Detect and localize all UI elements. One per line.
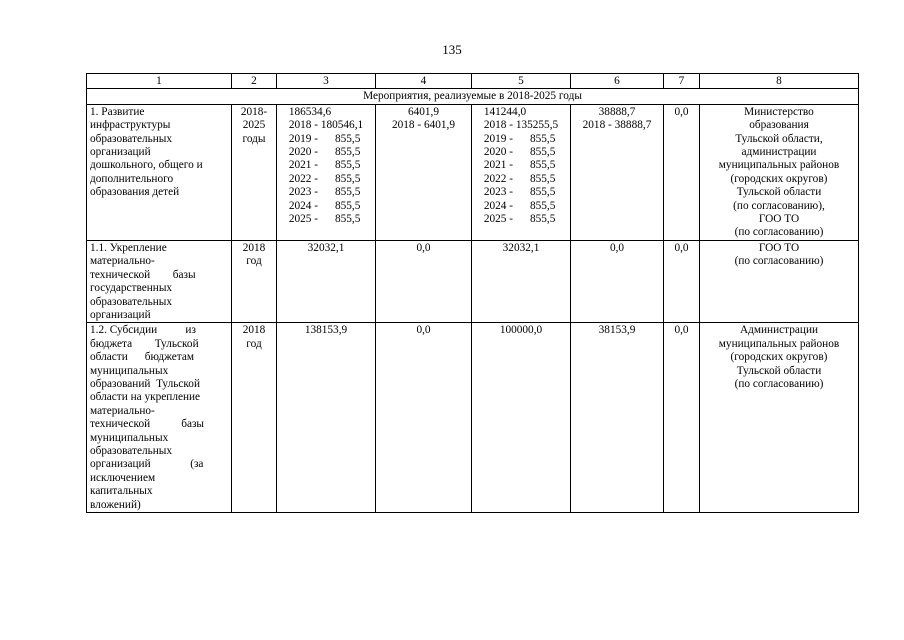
total-amount-line: 2022 - 855,5 — [288, 172, 361, 185]
measure-name-line: материально- — [90, 404, 155, 417]
executor-line: (по согласованию), — [733, 199, 825, 212]
executor-line: Министерство — [744, 105, 814, 118]
measure-name-line: бюджета Тульской — [90, 337, 199, 350]
regional-amount-line: 2023 - 855,5 — [483, 186, 556, 199]
executor — [700, 240, 859, 322]
regional-amount-line: 2018 - 135255,5 — [483, 119, 559, 132]
table-row — [87, 240, 859, 322]
header-cell: 2 — [232, 74, 277, 89]
federal-amount — [376, 104, 472, 240]
federal-amount-line: 2018 - 6401,9 — [391, 119, 456, 132]
municipal-amount — [571, 104, 664, 240]
regional-amount-line: 32032,1 — [502, 241, 540, 254]
measure-name-line: дошкольного, общего и — [90, 159, 203, 172]
period-line: 2018 — [242, 241, 266, 254]
total-amount-line: 2023 - 855,5 — [288, 186, 361, 199]
total-amount-line: 186534,6 — [288, 105, 332, 118]
measure-name-line: государственных — [90, 282, 173, 295]
measure-name-line: инфраструктуры — [90, 119, 171, 132]
executor-line: муниципальных районов — [718, 159, 840, 172]
executor-line: администрации — [741, 146, 817, 159]
period-line: 2018 — [242, 324, 266, 337]
executor-line: ГОО ТО — [758, 241, 800, 254]
total-amount — [277, 240, 376, 322]
measure-name-line: технической базы — [90, 418, 205, 431]
executor-line: образования — [749, 119, 809, 132]
total-amount — [277, 323, 376, 513]
period-line: 2018- — [240, 105, 268, 118]
measure-name-line: капитальных — [90, 485, 153, 498]
header-cell: 3 — [277, 74, 376, 89]
executor — [700, 323, 859, 513]
measure-name-line: образований Тульской — [90, 377, 200, 390]
municipal-amount-line: 0,0 — [609, 241, 625, 254]
measure-name-line: муниципальных — [90, 364, 169, 377]
measure-name-line: области бюджетам — [90, 351, 194, 364]
executor-line: (городских округов) — [730, 351, 828, 364]
executor-line: Тульской области — [736, 186, 822, 199]
measure-name-line: организаций (за — [90, 458, 204, 471]
executor-line: (по согласованию) — [734, 255, 824, 268]
executor-line: (городских округов) — [730, 172, 828, 185]
executor-line: (по согласованию) — [734, 377, 824, 390]
executor-line: Тульской области — [736, 364, 822, 377]
municipal-amount-line: 38153,9 — [598, 324, 636, 337]
total-amount-line: 2018 - 180546,1 — [288, 119, 364, 132]
regional-amount-line: 100000,0 — [499, 324, 543, 337]
header-cell: 5 — [472, 74, 571, 89]
executor-line: Тульской области, — [735, 132, 823, 145]
period-line: годы — [242, 132, 266, 145]
page-number: 135 — [442, 42, 462, 57]
regional-amount-line: 2021 - 855,5 — [483, 159, 556, 172]
other-amount: 0,0 — [664, 240, 700, 322]
federal-amount — [376, 323, 472, 513]
municipal-amount — [571, 240, 664, 322]
header-cell: 4 — [376, 74, 472, 89]
regional-amount-line: 2022 - 855,5 — [483, 172, 556, 185]
measure-name-line: области на укрепление — [90, 391, 201, 404]
total-amount-line: 32032,1 — [307, 241, 345, 254]
measure-name-line: образовательных — [90, 295, 173, 308]
regional-amount-line: 141244,0 — [483, 105, 527, 118]
total-amount-line: 2020 - 855,5 — [288, 146, 361, 159]
measure-name-line: 1.1. Укрепление — [90, 241, 167, 254]
header-cell: 7 — [664, 74, 700, 89]
period-line: 2025 — [242, 119, 266, 132]
other-amount: 0,0 — [664, 104, 700, 240]
period-line: год — [246, 255, 262, 268]
executor-line: ГОО ТО — [758, 213, 800, 226]
measure-name-line: вложений) — [90, 498, 141, 511]
total-amount-line: 2019 - 855,5 — [288, 132, 361, 145]
measure-name — [87, 240, 232, 322]
period — [232, 104, 277, 240]
period — [232, 240, 277, 322]
total-amount-line: 2024 - 855,5 — [288, 199, 361, 212]
period-line: год — [246, 337, 262, 350]
header-cell: 6 — [571, 74, 664, 89]
measure-name-line: организаций — [90, 308, 151, 321]
executor-line: Администрации — [739, 324, 819, 337]
section-row — [87, 89, 859, 104]
total-amount — [277, 104, 376, 240]
regional-amount-line: 2025 - 855,5 — [483, 213, 556, 226]
regional-amount-line: 2019 - 855,5 — [483, 132, 556, 145]
executor — [700, 104, 859, 240]
executor-line: (по согласованию) — [734, 226, 824, 239]
municipal-amount-line: 2018 - 38888,7 — [582, 119, 652, 132]
executor-line: муниципальных районов — [718, 337, 840, 350]
regional-amount — [472, 104, 571, 240]
regional-amount-line: 2024 - 855,5 — [483, 199, 556, 212]
regional-amount-line: 2020 - 855,5 — [483, 146, 556, 159]
municipal-amount — [571, 323, 664, 513]
other-amount: 0,0 — [664, 323, 700, 513]
header-cell: 1 — [87, 74, 232, 89]
measure-name-line: исключением — [90, 471, 156, 484]
table-row — [87, 323, 859, 513]
table-row — [87, 104, 859, 240]
federal-amount-line: 0,0 — [416, 241, 431, 254]
measure-name-line: муниципальных — [90, 431, 169, 444]
measure-name-line: образовательных — [90, 132, 173, 145]
measure-name — [87, 323, 232, 513]
federal-amount — [376, 240, 472, 322]
measure-name-line: образования детей — [90, 186, 180, 199]
measure-name-line: организаций — [90, 146, 151, 159]
measure-name-line: 1. Развитие — [90, 105, 145, 118]
federal-amount-line: 6401,9 — [407, 105, 440, 118]
federal-amount-line: 0,0 — [416, 324, 431, 337]
measure-name — [87, 104, 232, 240]
total-amount-line: 138153,9 — [304, 324, 348, 337]
regional-amount — [472, 323, 571, 513]
regional-amount — [472, 240, 571, 322]
period — [232, 323, 277, 513]
measure-name-line: технической базы — [90, 268, 196, 281]
measure-name-line: материально- — [90, 255, 155, 268]
municipal-amount-line: 38888,7 — [598, 105, 636, 118]
total-amount-line: 2021 - 855,5 — [288, 159, 361, 172]
measure-name-line: 1.2. Субсидии из — [90, 324, 196, 337]
header-row — [87, 74, 859, 89]
measure-name-line: дополнительного — [90, 172, 174, 185]
section-title: Мероприятия, реализуемые в 2018-2025 годы — [87, 89, 859, 104]
measure-name-line: образовательных — [90, 444, 173, 457]
header-cell: 8 — [700, 74, 859, 89]
measures-table — [86, 73, 859, 513]
total-amount-line: 2025 - 855,5 — [288, 213, 361, 226]
